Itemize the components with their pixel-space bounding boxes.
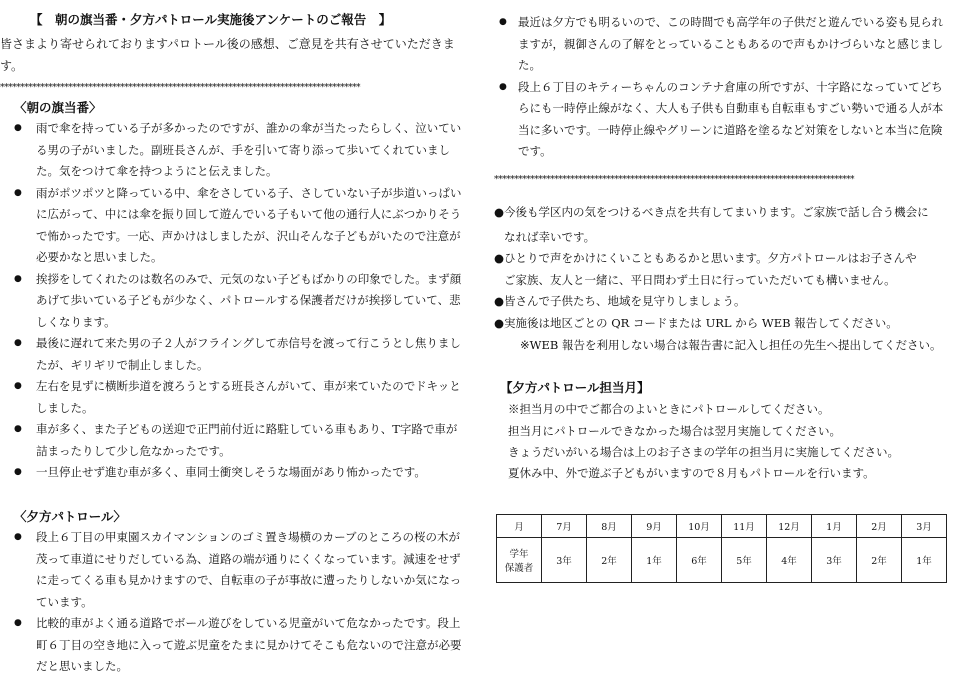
bullet-icon: ● <box>14 424 22 434</box>
evening-heading: 〈夕方パトロール〉 <box>14 509 127 524</box>
note-line: ご家族、友人と一緒に、平日問わず土日に行っていただいても構いません。 <box>504 273 896 287</box>
table-cell: 3月 <box>902 515 947 538</box>
schedule-table <box>496 514 947 583</box>
note-line: ●今後も学区内の気をつけるべき点を共有してまいります。ご家族で話し合う機会に <box>494 205 929 219</box>
note-line: ●皆さんで子供たち、地域を見守りしましょう。 <box>494 294 746 308</box>
list-item: ● 最後に遅れて来た男の子２人がフライングして赤信号を渡って行こうとし焦りましたが、ギリギリで制止しました。 <box>0 333 466 376</box>
bullet-icon: ● <box>499 81 507 92</box>
bullet-icon: ● <box>14 532 22 542</box>
note-line: ●ひとりで声をかけにくいこともあるかと思います。夕方パトロールはお子さんや <box>494 251 917 265</box>
list-item: ● 段上６丁目の甲東園スカイマンションのゴミ置き場横のカーブのところの桜の木が茂って車道にせりだしている為、道路の端が通りにくくなっています。減速をせずに走ってくる車も見かけますので、自転車の子が事故に遭ったりしないか気になっています。 <box>0 527 466 613</box>
table-cell: 2年 <box>857 538 902 583</box>
monthly-line: ※担当月の中でご都合のよいときにパトロールしてください。 <box>508 402 830 416</box>
bullet-icon: ● <box>14 123 22 133</box>
table-cell: 1年 <box>902 538 947 583</box>
table-row <box>497 515 947 538</box>
table-cell: 10月 <box>677 515 722 538</box>
bullet-icon: ● <box>14 467 22 477</box>
table-cell: 1年 <box>632 538 677 583</box>
table-cell: 3年 <box>812 538 857 583</box>
list-item: ● 最近は夕方でも明るいので、この時間でも高学年の子供だと遊んでいる姿も見られますが，親御さんの了解をとっていることもあるので声もかけづらいなと感じました。 <box>494 12 952 77</box>
monthly-line: きょうだいがいる場合は上のお子さまの学年の担当月に実施してください。 <box>508 445 899 459</box>
table-cell: 9月 <box>632 515 677 538</box>
note-line: ●実施後は地区ごとの QR コードまたは URL から WEB 報告してください。 <box>494 316 898 330</box>
bullet-icon: ● <box>14 338 22 348</box>
monthly-line: 夏休み中、外で遊ぶ子どもがいますので８月もパトロールを行います。 <box>508 466 875 480</box>
list-item: ● 挨拶をしてくれたのは数名のみで、元気のない子どもばかりの印象でした。まず顔あげて歩いている子どもが少なく、パトロールする保護者だけが挨拶していて、悲しくなります。 <box>0 269 466 334</box>
table-cell: 4年 <box>767 538 812 583</box>
bullet-icon: ● <box>14 273 22 284</box>
evening-list <box>0 527 466 678</box>
table-cell: 6年 <box>677 538 722 583</box>
list-item: ● 左右を見ずに横断歩道を渡ろうとする班長さんがいて、車が来ていたのでドキッとしました。 <box>0 376 466 419</box>
bullet-icon: ● <box>14 618 22 628</box>
morning-list <box>0 118 466 484</box>
divider-stars: ****************************************************************************************** <box>0 83 360 93</box>
table-cell: 12月 <box>767 515 812 538</box>
list-item: ● 一旦停止せず進む車が多く、車同士衝突しそうな場面があり怖かったです。 <box>0 462 466 484</box>
table-cell: 2年 <box>587 538 632 583</box>
divider-stars: ****************************************************************************************** <box>494 175 854 185</box>
intro-text: 皆さまより寄せられておりますパロトール後の感想、ご意見を共有させていただきます。 <box>0 37 455 73</box>
table-cell: 8月 <box>587 515 632 538</box>
monthly-line: 担当月にパトロールできなかった場合は翌月実施してください。 <box>508 424 842 438</box>
bullet-icon: ● <box>14 381 22 391</box>
table-row <box>497 538 947 583</box>
list-item: ● 雨がポツポツと降っている中、傘をさしている子、さしていない子が歩道いっぱいに広がって、中には傘を振り回して遊んでいる子もいて他の通行人にぶつかりそうで怖かったです。一応、声かけはしましたが、沢山そんな子どもがいたので注意が必要かなと思いました。 <box>0 183 466 269</box>
table-cell: 学年 保護者 <box>497 538 542 583</box>
right-list <box>494 12 952 163</box>
bullet-icon: ● <box>14 187 22 198</box>
monthly-heading: 【夕方パトロール担当月】 <box>500 380 650 395</box>
table-cell: 3年 <box>542 538 587 583</box>
list-item: ● 車が多く、また子どもの送迎で正門前付近に路駐している車もあり、T字路で車が詰まったりして少し危なかったです。 <box>0 419 466 462</box>
bullet-icon: ● <box>499 17 507 27</box>
page-title: 【 朝の旗当番・夕方パトロール実施後アンケートのご報告 】 <box>30 12 392 27</box>
table-cell: 1月 <box>812 515 857 538</box>
list-item: ● 比較的車がよく通る道路でボール遊びをしている児童がいて危なかったです。段上町６丁目の空き地に入って遊ぶ児童をたまに見かけてそこも危ないので注意が必要だと思いました。 <box>0 613 466 678</box>
note-line: なれば幸いです。 <box>504 230 596 244</box>
morning-heading: 〈朝の旗当番〉 <box>14 100 102 115</box>
table-cell: 2月 <box>857 515 902 538</box>
list-item: ● 雨で傘を持っている子が多かったのですが、誰かの傘が当たったらしく、泣いている男の子がいました。副班長さんが、手を引いて寄り添って歩いてくれていました。気をつけて傘を持つようにと伝えました。 <box>0 118 466 183</box>
list-item: ● 段上６丁目のキティーちゃんのコンテナ倉庫の所ですが、十字路になっていてどちらにも一時停止線がなく、大人も子供も自動車も自転車もすごい勢いで通る人が本当に多いです。一時停止線やグリーンに道路を塗るなど対策をしないと本当に危険です。 <box>494 77 952 163</box>
table-cell: 11月 <box>722 515 767 538</box>
note-line: ※WEB 報告を利用しない場合は報告書に記入し担任の先生へ提出してください。 <box>520 338 942 352</box>
table-cell: 5年 <box>722 538 767 583</box>
table-cell: 月 <box>497 515 542 538</box>
table-cell: 7月 <box>542 515 587 538</box>
